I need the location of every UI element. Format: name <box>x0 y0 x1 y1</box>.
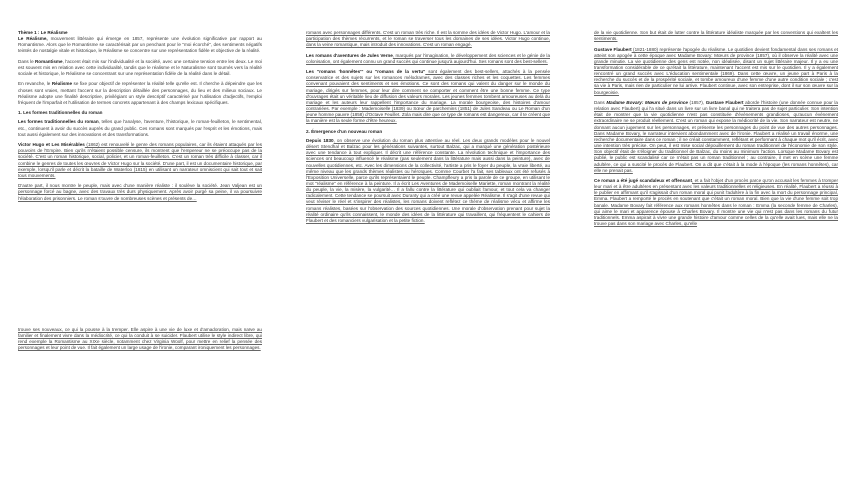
paragraph <box>594 100 838 174</box>
paragraph <box>18 183 262 201</box>
paragraph <box>18 119 262 137</box>
underlined-text: , et a fait l'objet d'un procès parce qu'on accusait les femmes à tromper leur mari et à être adultères en présentant avec les valeurs traditionnelles et religieuses. En réalité, Flaubert a réussi à le publier en affirmant qu'il s'agissait d'un roman moral qui punit l'adultère à la fin avec la mort du personnage principal, Emma. Flaubert a remporté le procès en soutenant que c'était un roman moral. Bien que la vie d'une femme soit trop banale. Madame Bovary fait référence aux romans honnêtes dans le roman : Emma (la seconde femme de Charles), qui aime le mari et apparence épouse à Charles Bovary. Il montre une vie qui n'est pas dans les romans du futur traditionnels. Emma aspirait à vivre une grande histoire d'amour comme celles de la qu'elle avait lues, mais elle ne la trouve pas dans son mariage avec Charles, qu'elle <box>594 178 838 227</box>
paragraph <box>306 69 550 124</box>
paragraph <box>18 59 262 77</box>
theme-heading-paragraph <box>18 30 262 55</box>
text-column-2 <box>306 30 550 228</box>
section-heading-1: 1. Les formes traditionnelles du roman <box>18 110 103 116</box>
paragraph <box>594 178 838 227</box>
text-column-3 <box>594 30 838 231</box>
underlined-text: de la vie quotidienne. Son but était de lutter contre la littérature idéaliste marquée par les conventions qui exaltent les sentiments. <box>594 30 838 42</box>
paragraph <box>18 327 262 352</box>
paragraph-text: , l'accent était mis sur l'individualité et la société, avec une certaine tension entre les deux. Le moi est souvent mis en relation avec cette individualité, tandis que le réalisme et le Naturalisme sont tournés vers la réalité sociale et historique, le Réalisme se concentrant sur une représentation fidèle de la réalité dans le détail. <box>18 58 262 77</box>
underlined-text: romans avec personnages différents. C'est un roman très riche. Il est la somme des idées de Victor Hugo. L'amour et la participation des thèmes récurrents, et le roman se traverser tous les domaines de ses idées. Victor Hugo continue, dans la veine romantique, mais introduit des innovations. C'est un roman engagé. <box>306 30 550 48</box>
paragraph-text: Dans <box>594 99 607 105</box>
underlined-text: , marqués par l'imagination, le développement des sciences et le génie de la colonisation, ont également connu un grand succès qui continue jusqu'à aujourd'hui. Ses romans sont des best-sellers. <box>306 52 550 64</box>
paragraph <box>18 142 262 179</box>
bold-term: Depuis 1830 <box>306 137 334 143</box>
underlined-text: (1862) est renouvelé le genre des romans populaires, car ils étaient attaqués par les pouvoirs de l'Empire. Bien qu'ils n'étaient possible censure, ils montrent que l'empereur ne se préoccupe pas de la société. C'est un roman historique, social, policier, et un roman-feuilleton. C'est un roman très difficile à classer, car il combine le genres de toutes les œuvres de Victor Hugo sur la société. D'une part, il est un documentaire historique, par exemple, lorsqu'il parle et décrit la bataille de Waterloo (1815) en utilisant un narrateur omniscient qui sait tout et sait tous mouvements. <box>18 142 262 178</box>
paragraph-text: , telles que l'analyse, l'aventure, l'historique, le roman-feuilleton, le sentimental, etc., continuent à avoir du succès auprès du grand public. Ces romans sont marqués par l'esprit et les émotions, mais tout aussi également sur des innovations et des transformations. <box>18 119 262 137</box>
paragraph-text: Dans le <box>18 58 35 64</box>
paragraph <box>306 30 550 48</box>
underlined-text: , on observe une évolution du roman plus attentive au réel. Les deux grands modèles pour le nouvel désert Stendhal et Balzac pour les générations suivantes, surtout Balzac, qui a marqué une génération postérieure avec une tendance à tout expliquer. Il décrit une référence constante. La révolution technique et l'importance des sciences ont beaucoup influencé le réalisme (pas seulement dans la littérature mais aussi dans la peinture), avec de nouvelles quotidiennes, etc. Avec les dimensions de la collectivité, l'artiste a pris le foyer du peuple, la vraie liberté, au même niveau que les grands thèmes réalistes ou héroïques. Comme Courbet l'a fait, ses tableaux ont été refusés à l'Exposition Universelle, parce qu'ils représentaient le peuple. Champfleury a pris la parole de ce groupe, en utilisant le mot "réalisme" en référence à la peinture. Il a écrit Les Aventures de Mademoiselle Mariette, roman montrant la réalité du peuple, la vie, la misère, la vulgarité… Il a fallu contre la littérature qui oubliait l'amour, et tout cela va changer radicalement. Cette tendance se poursuit avec Duranty qui a créé une revue appelée Réalisme. Il s'agit d'une revue qui veut réviser le réel et s'inspirer des réalistes, les romans doivent reflétez ce thème de réalisme vécu et affirme les romans réalistes, basées sur l'observation des sources quotidiennes. Une morale d'observation prenant pour sujet la réalité ordinaire qu'ils connaissent, le monde des idées de la littérature qui travaillent, qui fréquentent le cahiers de Flaubert et des romanciers vulgarisation et la petite fiction. <box>306 137 550 223</box>
bold-term: Les "romans 'honnêtes'" ou "romans de la vertu" <box>306 69 426 75</box>
text-column-1-bottom <box>18 327 262 356</box>
bold-term: Les formes traditionnelles du roman <box>18 119 99 125</box>
bold-term: Les romans d'aventures de Jules Verne <box>306 52 393 58</box>
underlined-text: sont également des best-sellers, attachés à la pensée conservatrice et des sujets sur les romances mélodrames, avec des classes riches et les coquettes. Les femmes convenant pouvaient des sentiments et ses émotions. Ce sont des romans qui valent du danger sur le monde du mariage, dirigés sur femmes, pour leur dire comment se comporter et comment être une bonne femme. Ce type d'ouvrages était un véritable lieu de diffusion des valeurs morales. Les jeunes femmes tombent amoureuses au delà du mariage et les auteurs leur rappellent l'importance du mariage. La morale bourgeoise, des histoires d'amour contrariées. Par exemple : Mademoiselle (1839) ou Sœur de parchemins (1851) de Jules Sandeau ou Le Roman d'un jeune homme pauvre (1858) d'Octave Feuillet. Zola mais dire que ce type de romans est dangereux, car il te créent que la manière est la seule forme d'être heureux. <box>306 69 551 124</box>
bold-term: Réalisme <box>51 81 73 87</box>
underlined-text: trouve ses nouveaux, ce qui la pousse à la tremper. Elle aspire à une vie de luxe et d'amadoration, mais naïve au familier et finalement vivre dans la médiocrité, ce qui la conduit à se suicider. Flaubert utilise le style indirect libre, qui rend exemple la Romantisme au XIXe siècle, notamment chez Virginia Woolf, pour mettre en relief la pensée des personnages et leur point de vue. Il fait également un large usage de l'ironie, comparant ironiquement les personnages. <box>18 327 262 351</box>
paragraph-text: En revanche, le <box>18 81 52 87</box>
underlined-text: aborde l'histoire (une donnée connue pour la relation avec Flaubert) qui l'a situé dans un livre sur un livre banal qui ne traitera pas de sujet particulier. Son intention était de montrer que la vie quotidienne n'est pas constituée d'évènements grandioses, qu'aucun événement extraordinaire ne se produit réellement. C'est un roman qui expose la médiocrité de la vie. Son narrateur est neutre, ne donnant aucun jugement sur les personnages, et présente les personnages du point de vue des autres personnages. Dans Madame Bovary, le narrateur intervient abondamment avec de l'ironie. Flaubert a réalisé un travail énorme, une recherche documentaire dans ce roman ; il ne créait constamment, reflétant et performant à chaque mot qu'il écrit, avec une intention très précise. On peut, il est mise social dépouillement du roman traditionnel de l'économie de son style. Son objectif était de s'éloigner du traditionnel de Balzac, du moins au minimum l'action. Lorsque Madame Bovary est publié, le public est scandalisé car ce n'était pas un roman traditionnel ; au contraire, il met en scène une femme adultère, ce qui a suscité le procès de Flaubert. On a dit que c'était à la mode à l'époque (les romans honnêtes), car elle ne prenait pas. <box>594 99 838 173</box>
paragraph <box>594 47 838 96</box>
underlined-text: (1821-1880) représente l'apogée du réalisme. Le quotidien devient fondamental dans ses romans et atteint son apogée à cette époque avec Madame Bovary: Mœurs de province (1857), où il observe la réalité avec une grande minutie. La vie quotidienne des gens est notée, non idéalisée, disant un sujet littéraire majeur. Il y a eu une transformation considérable de ce qu'était la littérature, maintenant l'accent est mis sur le quotidien. Il y a également rencontré un grand succès avec L'éducation sentimentale (1869). Dans cette œuvre, un jeune part à Paris à la recherche du succès et de la prospérité sociale, et tombe amoureux d'une femme d'une autre condition sociale ; c'est sa vie à Paris, mais rien de particulier ne lui arrive. Flaubert continue, avec son entreprise, dont il sur son œuvre sur la bourgeoisie. <box>594 46 838 95</box>
realisme-lead: Le Réalisme, <box>18 36 48 42</box>
paragraph <box>594 30 838 42</box>
paragraph-text: se fixe pour objectif de représenter la réalité telle qu'elle est. Il cherche à dépeindre que les choses sont vraies, mettant l'accent sur la description détaillée des personnages, du lieu et des milieux sociaux. Le Réalisme adopte une finalité descriptive, privilégiant un style descriptif caractérisé par l'utilisation d'adjectifs, l'emploi fréquent de l'imparfait et l'utilisation de termes concrets appartenant à des champs lexicaux spécifiques. <box>18 81 262 105</box>
paragraph-text: mouvement littéraire qui émerge en 1857, représente une évolution significative par rapport au Romantisme. Alors que le Romantisme se caractérisait par un penchant pour le "moi écorché", des sentiments négatifs teintés de nostalgie vitale et historique, le Réalisme se concentre sur une représentation fidèle et objective de la réalité. <box>18 36 262 54</box>
bold-title: Madame Bovary: Mœurs de province <box>606 99 688 105</box>
paragraph <box>306 138 550 224</box>
paragraph <box>18 81 262 106</box>
text-column-1 <box>18 30 262 206</box>
bold-term: Romantisme <box>34 58 63 64</box>
theme-title: Thème 1 : Le Réalisme <box>18 30 68 35</box>
paragraph <box>306 53 550 65</box>
bold-term: Ce roman a été jugé scandaleux et offensant <box>594 178 693 183</box>
bold-term: Gustave Flaubert <box>594 46 632 52</box>
underlined-text: D'autre part, il nous montre le peuple, mais avec d'une manière réaliste : il soulève la société. Jean Valjean est un personnage forcé au bagne, avec des travaux très durs physiquement. Après avoir purgé sa peine, il va poursuivre l'élaboration des prisonniers. Le roman s'ouvre de nombreuses scènes et présents de… <box>18 183 262 201</box>
paragraph-text: (1857), <box>687 99 706 105</box>
section-heading-2: 2. Émergence d'un nouveau roman <box>306 128 383 134</box>
bold-term: Victor Hugo et Les Misérables <box>18 142 85 148</box>
bold-term: Gustave Flaubert <box>705 99 744 105</box>
